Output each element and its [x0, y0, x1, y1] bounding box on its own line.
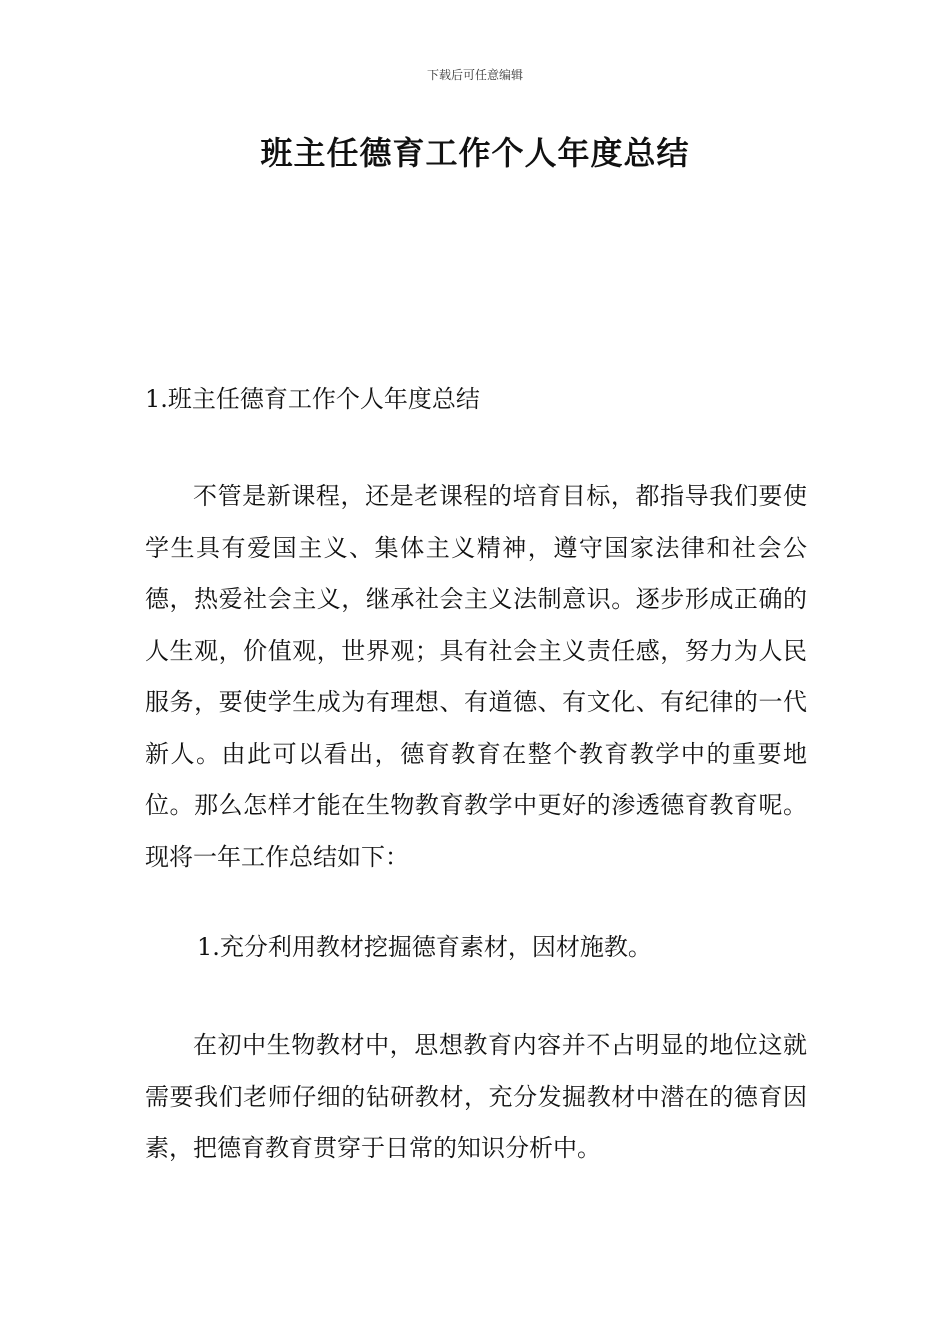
section-heading: 1.班主任德育工作个人年度总结: [145, 385, 480, 413]
body-paragraph-2: 在初中生物教材中，思想教育内容并不占明显的地位这就需要我们老师仔细的钻研教材，充分发掘教材中潜在的德育因素，把德育教育贯穿于日常的知识分析中。: [145, 1031, 807, 1162]
header-note: 下载后可任意编辑: [426, 68, 523, 82]
document-title: 班主任德育工作个人年度总结: [260, 134, 690, 172]
body-paragraph-1: 不管是新课程，还是老课程的培育目标，都指导我们要使学生具有爱国主义、集体主义精神，遵守国家法律和社会公德，热爱社会主义，继承社会主义法制意识。逐步形成正确的人生观，价值观，世界观；具有社会主义责任感，努力为人民服务，要使学生成为有理想、有道德、有文化、有纪律的一代新人。由此可以看出，德育教育在整个教育教学中的重要地位。那么怎样才能在生物教育教学中更好的渗透德育教育呢。现将一年工作总结如下：: [145, 482, 807, 871]
sub-heading-1: 1.充分利用教材挖掘德育素材，因材施教。: [197, 933, 652, 961]
